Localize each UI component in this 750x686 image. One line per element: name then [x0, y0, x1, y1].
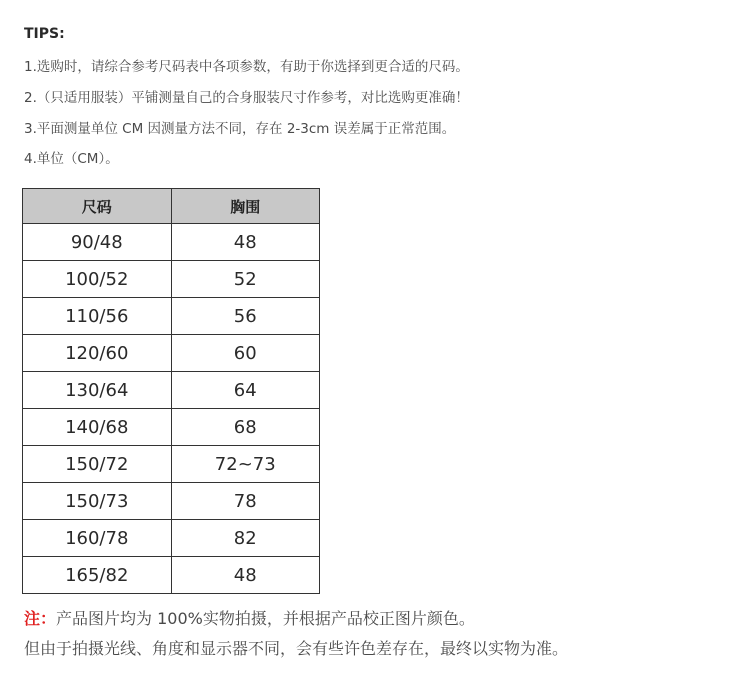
table-row — [23, 335, 320, 372]
table-row — [23, 224, 320, 261]
table-row — [23, 520, 320, 557]
size-cell: 90/48 — [23, 224, 172, 261]
table-row — [23, 446, 320, 483]
table-row — [23, 409, 320, 446]
size-chart-table — [22, 188, 320, 594]
tip-line-2: 2.（只适用服装）平铺测量自己的合身服装尺寸作参考，对比选购更准确！ — [24, 90, 469, 106]
note-text-1: 产品图片均为 100%实物拍摄，并根据产品校正图片颜色。 — [56, 609, 475, 628]
column-header-size: 尺码 — [23, 189, 172, 224]
note-line-1 — [24, 606, 475, 629]
size-cell: 160/78 — [23, 520, 172, 557]
column-header-chest: 胸围 — [171, 189, 320, 224]
table-row — [23, 372, 320, 409]
table-header-row — [23, 189, 320, 224]
chest-cell: 60 — [171, 335, 320, 372]
chest-cell: 78 — [171, 483, 320, 520]
size-table-body — [23, 224, 320, 594]
size-cell: 165/82 — [23, 557, 172, 594]
size-cell: 140/68 — [23, 409, 172, 446]
tip-line-3: 3.平面测量单位 CM 因测量方法不同，存在 2-3cm 误差属于正常范围。 — [24, 121, 456, 137]
chest-cell: 56 — [171, 298, 320, 335]
tip-line-4: 4.单位（CM）。 — [24, 151, 119, 167]
table-row — [23, 298, 320, 335]
chest-cell: 72~73 — [171, 446, 320, 483]
table-row — [23, 557, 320, 594]
chest-cell: 48 — [171, 224, 320, 261]
tips-title: TIPS: — [24, 26, 65, 42]
note-label: 注： — [24, 609, 57, 628]
size-cell: 120/60 — [23, 335, 172, 372]
size-cell: 100/52 — [23, 261, 172, 298]
size-cell: 150/72 — [23, 446, 172, 483]
note-line-2: 但由于拍摄光线、角度和显示器不同，会有些许色差存在，最终以实物为准。 — [24, 639, 569, 658]
size-cell: 130/64 — [23, 372, 172, 409]
chest-cell: 48 — [171, 557, 320, 594]
size-cell: 110/56 — [23, 298, 172, 335]
chest-cell: 82 — [171, 520, 320, 557]
chest-cell: 52 — [171, 261, 320, 298]
chest-cell: 68 — [171, 409, 320, 446]
table-row — [23, 483, 320, 520]
table-row — [23, 261, 320, 298]
size-cell: 150/73 — [23, 483, 172, 520]
tip-line-1: 1.选购时，请综合参考尺码表中各项参数，有助于你选择到更合适的尺码。 — [24, 59, 469, 75]
chest-cell: 64 — [171, 372, 320, 409]
